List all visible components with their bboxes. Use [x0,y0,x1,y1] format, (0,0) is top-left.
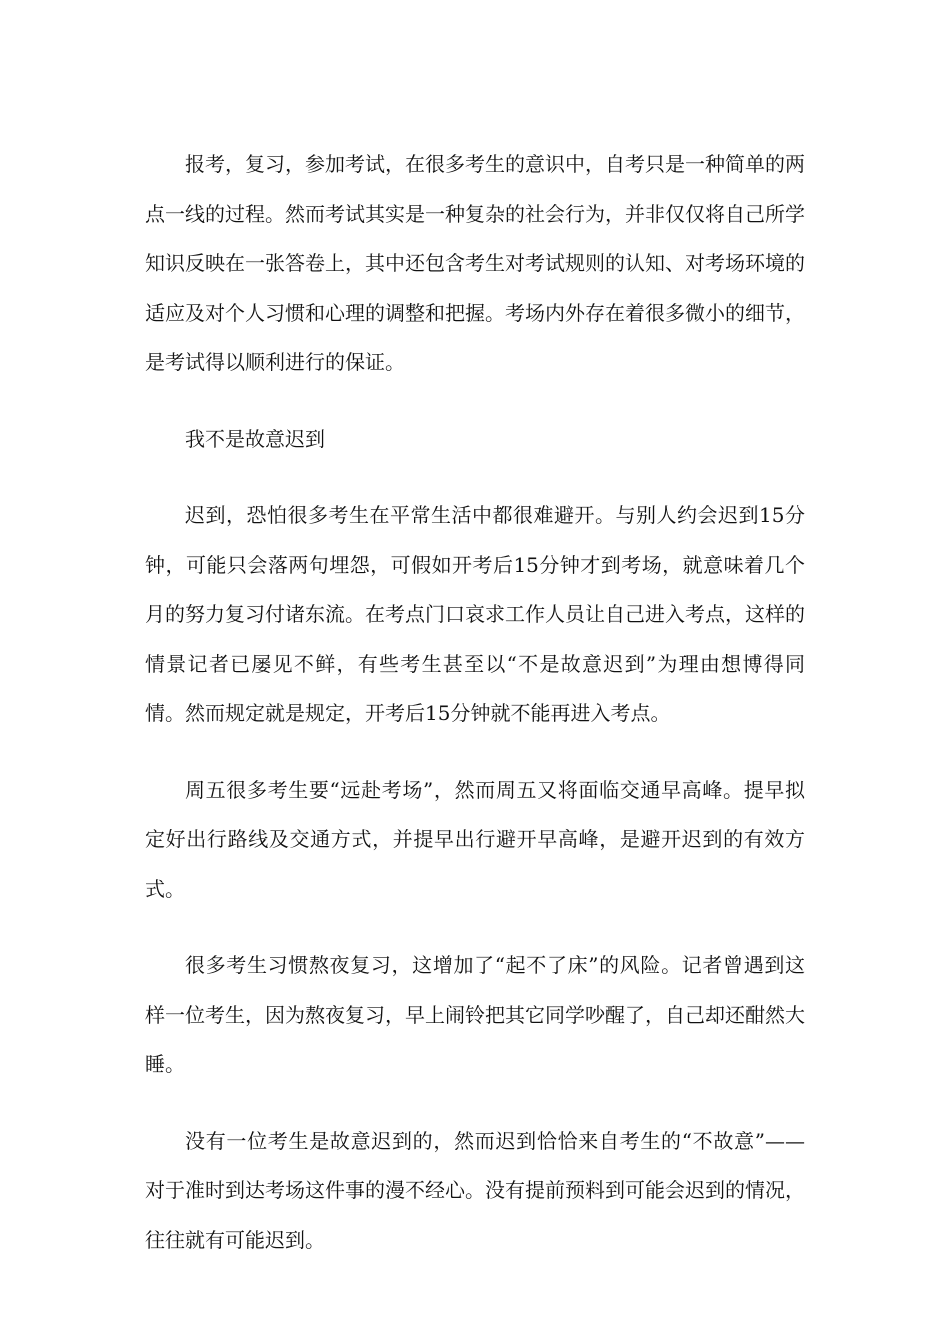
body-paragraph: 很多考生习惯熬夜复习，这增加了“起不了床”的风险。记者曾遇到这样一位考生，因为熬夜复习，早上闹铃把其它同学吵醒了，自己却还酣然大睡。 [145,953,805,1076]
section-heading: 我不是故意迟到 [185,426,325,451]
intro-paragraph: 报考，复习，参加考试，在很多考生的意识中，自考只是一种简单的两点一线的过程。然而考试其实是一种复杂的社会行为，并非仅仅将自己所学知识反映在一张答卷上，其中还包含考生对考试规则的认知、对考场环境的适应及对个人习惯和心理的调整和把握。考场内外存在着很多微小的细节，是考试得以顺利进行的保证。 [145,152,805,374]
body-paragraph: 迟到，恐怕很多考生在平常生活中都很难避开。与别人约会迟到15分钟，可能只会落两句埋怨，可假如开考后15分钟才到考场，就意味着几个月的努力复习付诸东流。在考点门口哀求工作人员让自己进入考点，这样的情景记者已屡见不鲜，有些考生甚至以“不是故意迟到”为理由想博得同情。然而规定就是规定，开考后15分钟就不能再进入考点。 [145,503,805,725]
body-paragraph: 没有一位考生是故意迟到的，然而迟到恰恰来自考生的“不故意”——对于准时到达考场这件事的漫不经心。没有提前预料到可能会迟到的情况，往往就有可能迟到。 [145,1128,805,1252]
body-paragraph: 周五很多考生要“远赴考场”，然而周五又将面临交通早高峰。提早拟定好出行路线及交通方式，并提早出行避开早高峰，是避开迟到的有效方式。 [145,777,805,901]
document-body [145,140,805,1292]
